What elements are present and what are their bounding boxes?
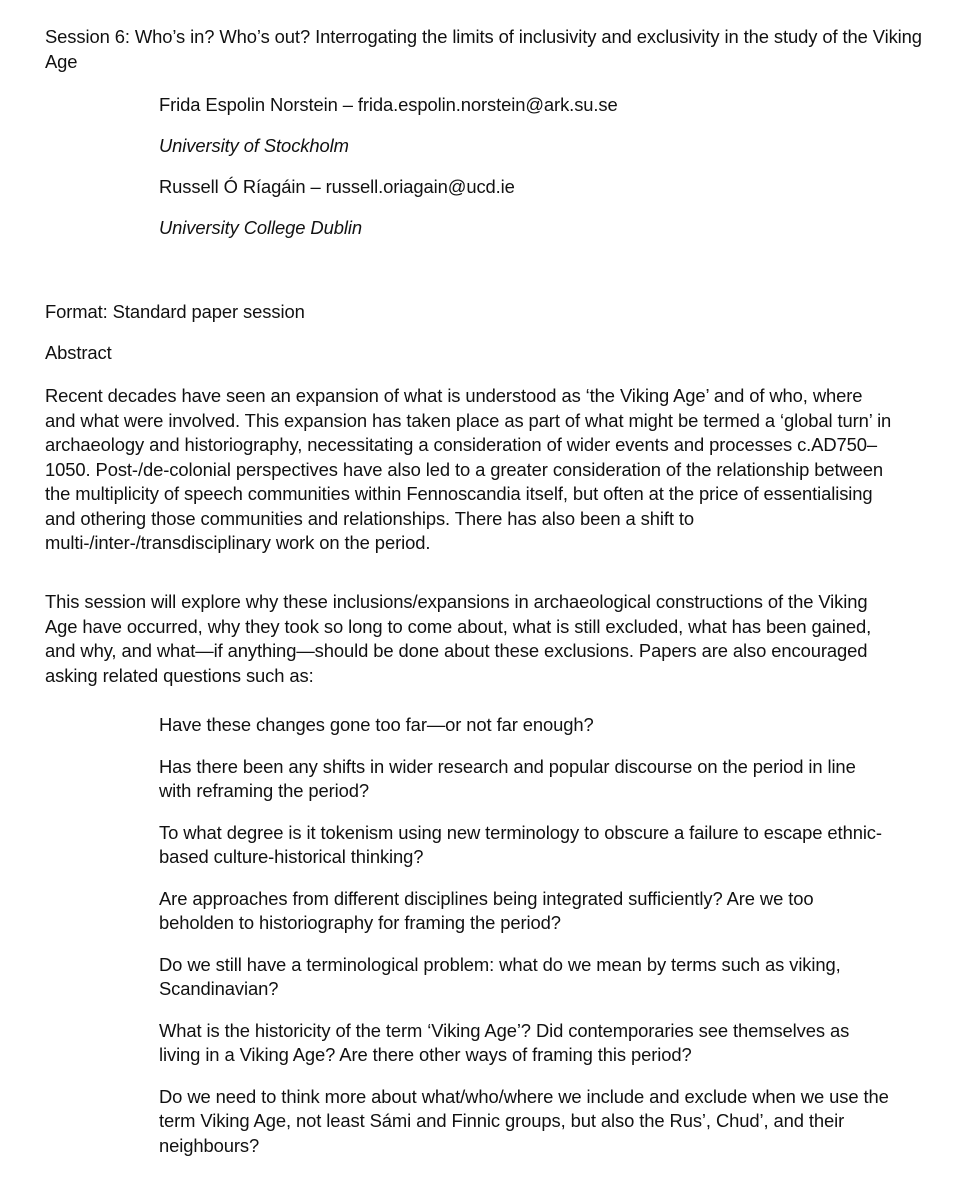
question-item: Has there been any shifts in wider research and popular discourse on the period in line with reframing the period?: [159, 755, 856, 801]
question-item: Do we still have a terminological problem: what do we mean by terms such as viking, Scandinavian?: [159, 953, 841, 999]
question-item: What is the historicity of the term ‘Viking Age’? Did contemporaries see themselves as living in a Viking Age? Are there other ways of framing this period?: [159, 1019, 850, 1065]
session-format: Format: Standard paper session: [45, 301, 305, 322]
question-item: Do we need to think more about what/who/where we include and exclude when we use the term Viking Age, not least Sámi and Finnic groups, but also the Rus’, Chud’, and their neighbours?: [159, 1085, 889, 1156]
abstract-paragraph: Recent decades have seen an expansion of what is understood as ‘the Viking Age’ and of who, where and what were involved. This expansion has taken place as part of what might be termed a ‘global turn’ in archaeology and historiography, necessitating a consideration of wider events and processes c.AD750–1050. Post-/de-colonial perspectives have also led to a greater consideration of the relationship between the multiplicity of speech communities within Fennoscandia itself, but often at the price of essentialising and othering those communities and relationships. There has also been a shift to multi-/inter-/transdisciplinary work on the period.: [45, 385, 892, 553]
question-item: Are approaches from different disciplines being integrated sufficiently? Are we too beholden to historiography for framing the period?: [159, 887, 814, 933]
author-affiliation-dublin: University College Dublin: [159, 217, 362, 238]
session-title: Session 6: Who’s in? Who’s out? Interrogating the limits of inclusivity and exclusivity in the study of the Viking Age: [45, 26, 922, 72]
question-item: Have these changes gone too far—or not far enough?: [159, 714, 594, 735]
abstract-paragraph: This session will explore why these inclusions/expansions in archaeological constructions of the Viking Age have occurred, why they took so long to come about, what is still excluded, what has been gained, and why, and what—if anything—should be done about these exclusions. Papers are also encouraged asking related questions such as:: [45, 591, 872, 686]
question-item: To what degree is it tokenism using new terminology to obscure a failure to escape ethnic-based culture-historical thinking?: [159, 821, 882, 867]
author-contact-norstein: Frida Espolin Norstein – frida.espolin.norstein@ark.su.se: [159, 94, 618, 115]
author-affiliation-stockholm: University of Stockholm: [159, 135, 349, 156]
author-block: [159, 93, 899, 257]
author-contact-oriagain: Russell Ó Ríagáin – russell.oriagain@ucd.ie: [159, 176, 515, 197]
question-list: [159, 713, 889, 1175]
abstract-heading: Abstract: [45, 342, 112, 363]
